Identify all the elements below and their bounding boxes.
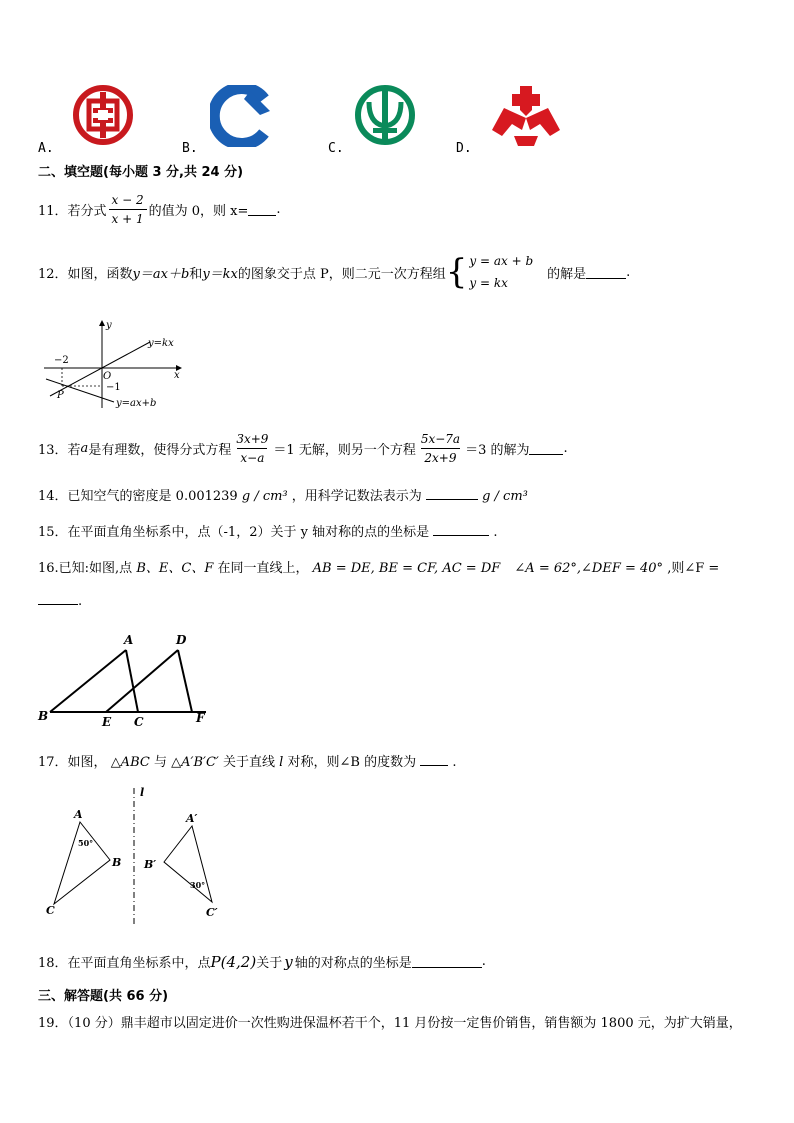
- q12-function-1: y＝ax＋b: [132, 266, 190, 282]
- q17-label-b-prime: B′: [144, 858, 157, 871]
- q17-angle-50: 50°: [78, 838, 94, 848]
- q11-answer-blank: [248, 203, 276, 216]
- q17-label-c-prime: C′: [206, 906, 218, 919]
- q16-label-f: F: [196, 711, 205, 725]
- section2-heading: 二、填空题(每小题 3 分,共 24 分): [38, 165, 244, 180]
- q15-text: 15．在平面直角坐标系中，点（-1，2）关于 y 轴对称的点的坐标是: [38, 525, 430, 540]
- q16-suffix: ,则∠F =: [667, 561, 720, 576]
- q13-answer-blank: [529, 442, 563, 455]
- q17-label-a: A: [74, 808, 83, 821]
- q12-answer-blank: [586, 266, 626, 279]
- ccb-logo: [210, 85, 276, 147]
- q16-angles: ∠A = 62°,∠DEF = 40°: [514, 561, 664, 576]
- q17-triangle-1: △ABC: [110, 755, 150, 770]
- q12-tick-minus-2: −2: [54, 355, 69, 366]
- q11-denominator: x + 1: [109, 209, 147, 226]
- option-a-label: A.: [38, 141, 54, 156]
- q16-conditions: AB = DE, BE = CF, AC = DF: [312, 561, 501, 576]
- option-d-label: D.: [456, 141, 472, 156]
- q13-fraction-2-num: 5x−7a: [420, 432, 461, 446]
- q18-prefix: 18．在平面直角坐标系中，点: [38, 956, 211, 971]
- left-brace: {: [445, 252, 468, 292]
- question-17: [38, 751, 457, 770]
- q16-points: B、E、C、F: [136, 561, 214, 576]
- line-y-kx: [50, 342, 150, 396]
- q12-period: .: [626, 264, 631, 280]
- q16-figure: [34, 630, 214, 730]
- q16-label-d: D: [176, 633, 187, 647]
- q14-mid: ，用科学记数法表示为: [291, 489, 422, 504]
- icbc-logo: [70, 84, 136, 146]
- q18-mid: 关于: [256, 956, 283, 971]
- abc-logo: [353, 84, 417, 146]
- q12-equation-2: y = kx: [469, 276, 508, 290]
- q12-x-label: x: [174, 370, 180, 381]
- q17-angle-30: 30°: [190, 880, 206, 890]
- question-12: [38, 250, 630, 294]
- q17-triangle-2: △A′B′C′: [171, 755, 219, 770]
- section3-heading: 三、解答题(共 66 分): [38, 989, 169, 1004]
- q17-axis-l: l: [140, 786, 145, 799]
- q18-period: .: [481, 954, 486, 969]
- q16-label-c: C: [134, 715, 144, 729]
- q17-label-a-prime: A′: [186, 812, 198, 825]
- q13-suffix: ＝3 的解为: [465, 443, 530, 458]
- q13-text-1: 是有理数，使得分式方程: [88, 443, 232, 458]
- q16-label-b: B: [38, 709, 49, 723]
- q13-text-2: ＝1 无解，则另一个方程: [273, 443, 416, 458]
- q11-prefix: 11．若分式: [38, 204, 107, 219]
- q11-fraction: [109, 193, 147, 226]
- q16-label-e: E: [102, 715, 112, 729]
- q11-period: .: [276, 202, 281, 217]
- q12-tick-minus-1: −1: [106, 382, 121, 393]
- q12-prefix: 12．如图，函数: [38, 266, 133, 282]
- q15-period: .: [493, 525, 498, 540]
- q16-answer-line: [38, 592, 82, 609]
- q12-mid: 的图象交于点 P，则二元一次方程组: [237, 266, 446, 282]
- question-18: [38, 952, 486, 971]
- q12-origin-label: O: [103, 371, 112, 382]
- q13-fraction-2: [418, 432, 463, 465]
- bankcomm-logo: [490, 84, 562, 148]
- q16-answer-blank: [38, 592, 78, 605]
- q18-point: P(4,2): [210, 952, 257, 971]
- q16-text: 16.已知:如图,点: [38, 561, 133, 576]
- q12-yaxb-label: y=ax+b: [116, 398, 157, 409]
- q16-mid: 在同一直线上，: [217, 561, 309, 576]
- q17-line-l: l: [279, 755, 284, 770]
- question-16: [38, 557, 719, 576]
- q12-ykx-label: y=kx: [148, 338, 174, 349]
- q12-point-p: P: [57, 390, 64, 401]
- q13-period: .: [563, 441, 568, 456]
- option-c-label: C.: [328, 141, 344, 156]
- q14-unit-2: g / cm³: [482, 489, 528, 504]
- q12-graph: [40, 316, 210, 412]
- q14-answer-blank: [426, 487, 478, 500]
- q17-answer-blank: [420, 753, 448, 766]
- q17-figure: [40, 784, 240, 930]
- q17-label-b: B: [112, 856, 122, 869]
- q18-y: y: [284, 952, 293, 971]
- q13-var-a: a: [80, 441, 89, 456]
- question-19: 19．（10 分）鼎丰超市以固定进价一次性购进保温杯若干个，11 月份按一定售价销售，销售额为 1800 元，为扩大销量，: [38, 1016, 742, 1031]
- q17-mid: 关于直线: [223, 755, 276, 770]
- q18-suffix: 轴的对称点的坐标是: [294, 956, 412, 971]
- q13-fraction-1-den: x−a: [237, 448, 267, 465]
- q17-label-c: C: [46, 904, 55, 917]
- q11-numerator: x − 2: [111, 193, 144, 207]
- q17-period: .: [452, 755, 457, 770]
- question-11: [38, 193, 281, 226]
- option-b-label: B.: [182, 141, 198, 156]
- q18-answer-blank: [412, 955, 482, 968]
- q15-answer-blank: [433, 523, 489, 536]
- q13-fraction-2-den: 2x+9: [421, 448, 459, 465]
- question-13: [38, 432, 568, 465]
- q14-unit: g / cm³: [241, 489, 288, 504]
- q16-label-a: A: [124, 633, 134, 647]
- q11-suffix: 的值为 0，则 x=: [148, 204, 249, 219]
- q17-and: 与: [153, 755, 167, 770]
- q12-equation-1: y = ax + b: [469, 254, 534, 268]
- q14-text: 14．已知空气的密度是 0.001239: [38, 489, 238, 504]
- q12-suffix: 的解是: [547, 266, 587, 282]
- q12-and: 和: [189, 266, 203, 282]
- question-14: [38, 485, 528, 504]
- q17-prefix: 17．如图，: [38, 755, 107, 770]
- q12-function-2: y＝kx: [202, 266, 238, 282]
- q13-fraction-1-num: 3x+9: [236, 432, 269, 446]
- q12-equation-system: [446, 250, 533, 294]
- q17-suffix: 对称，则∠B 的度数为: [287, 755, 417, 770]
- q13-fraction-1: [233, 432, 271, 465]
- question-15: [38, 521, 498, 540]
- q13-prefix: 13．若: [38, 443, 81, 458]
- q16-period: .: [78, 594, 83, 609]
- q12-y-label: y: [106, 320, 112, 331]
